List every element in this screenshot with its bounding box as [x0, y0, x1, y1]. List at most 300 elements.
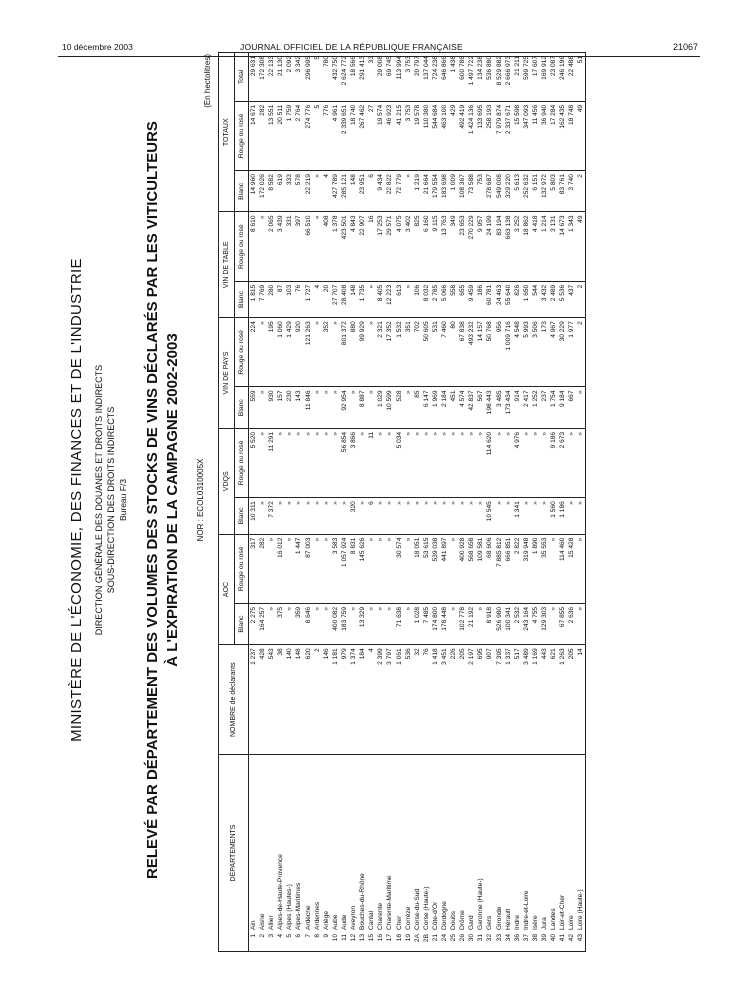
value-cell-decl: 695 [476, 645, 485, 755]
value-cell-vt-b: 1 815 [249, 281, 259, 317]
department-number: 9 [322, 934, 330, 938]
value-cell-vp-r: 1 060 [276, 318, 285, 387]
department-cell [267, 755, 276, 952]
value-cell-aoc-b: » [385, 603, 394, 644]
value-cell-vt-b: 12 223 [385, 281, 394, 317]
department-cell [313, 755, 322, 952]
value-cell-vp-b: 11 846 [304, 387, 313, 428]
value-cell-vp-b: 1 029 [376, 387, 385, 428]
value-cell-aoc-r: 53 615 [422, 534, 431, 603]
value-cell-total: 29 631 [249, 53, 259, 102]
table-row [576, 53, 586, 952]
department-number: 38 [531, 934, 539, 942]
department-number: 8 [313, 934, 321, 938]
value-cell-tot-b: 278 687 [485, 171, 494, 212]
value-cell-vt-r: 408 [322, 212, 331, 281]
value-cell-vp-r: 801 372 [340, 318, 349, 387]
value-cell-vdqs-r: » [431, 428, 440, 497]
value-cell-tot-r: 7 979 874 [495, 101, 504, 170]
department-name: Alpes-de-Haute-Provence [277, 854, 285, 930]
sub-rouge: Rouge ou rosé [235, 318, 249, 387]
table-row [567, 53, 576, 952]
department-name: Gard [468, 915, 476, 930]
value-cell-tot-r: 2 339 651 [340, 101, 349, 170]
value-cell-aoc-b: » [576, 603, 586, 644]
value-cell-vt-b: 106 [413, 281, 422, 317]
department-cell [395, 755, 404, 952]
header-page-number: 21067 [672, 42, 698, 52]
value-cell-vt-b: 28 408 [340, 281, 349, 317]
value-cell-vt-r: 825 [413, 212, 422, 281]
department-cell [449, 755, 458, 952]
department-number: 30 [468, 934, 476, 942]
value-cell-tot-r: 258 193 [485, 101, 494, 170]
value-cell-tot-r: 17 284 [549, 101, 558, 170]
department-number: 5 [286, 934, 294, 938]
value-cell-vt-b: 558 [449, 281, 458, 317]
value-cell-vt-r: 397 [294, 212, 303, 281]
value-cell-tot-r: 544 684 [431, 101, 440, 170]
value-cell-vdqs-b: » [531, 498, 540, 534]
value-cell-decl: 38 [276, 645, 285, 755]
value-cell-vdqs-r: » [495, 428, 504, 497]
value-cell-aoc-r: » [367, 534, 376, 603]
value-cell-decl: 3 489 [522, 645, 531, 755]
value-cell-tot-r: 46 923 [385, 101, 394, 170]
value-cell-vp-r: 1 429 [285, 318, 294, 387]
value-cell-vdqs-b: » [467, 498, 476, 534]
value-cell-vt-r: 4 075 [395, 212, 404, 281]
value-cell-vp-b: 1 754 [549, 387, 558, 428]
bureau-line: Bureau F/3 [118, 478, 128, 522]
value-cell-vt-b: 5 066 [440, 281, 449, 317]
value-cell-aoc-r: 15 428 [567, 534, 576, 603]
value-cell-vt-b: 24 463 [495, 281, 504, 317]
value-cell-tot-b: 1 009 [449, 171, 458, 212]
department-name: Aveyron [350, 905, 358, 930]
value-cell-vdqs-b: » [395, 498, 404, 534]
department-number: 11 [340, 934, 348, 941]
value-cell-vdqs-r: » [294, 428, 303, 497]
value-cell-tot-b: 549 008 [495, 171, 504, 212]
table-row [385, 53, 394, 952]
value-cell-tot-b: 132 972 [540, 171, 549, 212]
value-cell-vt-b: 8 405 [376, 281, 385, 317]
value-cell-vp-b: 2 184 [440, 387, 449, 428]
value-cell-aoc-r: 400 928 [458, 534, 467, 603]
department-number: 10 [331, 934, 339, 942]
department-number: 40 [550, 934, 558, 942]
table-row [294, 53, 303, 952]
value-cell-tot-b: 2 [576, 171, 586, 212]
value-cell-total: 134 238 [476, 53, 485, 102]
department-name: Cher [395, 915, 403, 930]
table-body [249, 53, 586, 952]
value-cell-vp-b: 6 147 [422, 387, 431, 428]
header-nombre-declarants: NOMBRE de déclarants [219, 645, 249, 755]
table-row [276, 53, 285, 952]
value-cell-decl: 907 [485, 645, 494, 755]
value-cell-aoc-b: 21 192 [467, 603, 476, 644]
value-cell-vdqs-b: 320 [349, 498, 358, 534]
value-cell-total: 296 995 [304, 53, 313, 102]
value-cell-vp-b: 173 434 [504, 387, 513, 428]
value-cell-aoc-b: » [549, 603, 558, 644]
department-number: 2A [413, 934, 421, 943]
department-name: Jura [541, 917, 548, 930]
value-cell-vdqs-r: » [376, 428, 385, 497]
sous-direction-line: SOUS-DIRECTION DES DROITS INDIRECTS [106, 406, 116, 594]
value-cell-vt-r: 270 229 [467, 212, 476, 281]
table-row [513, 53, 522, 952]
value-cell-total: 21 130 [276, 53, 285, 102]
value-cell-vdqs-b: » [504, 498, 513, 534]
value-cell-aoc-b: » [376, 603, 385, 644]
value-cell-vt-r: 24 199 [485, 212, 494, 281]
department-number: 42 [568, 934, 576, 942]
value-cell-tot-b: 5 803 [549, 171, 558, 212]
value-cell-vdqs-r: » [276, 428, 285, 497]
value-cell-vt-r: 4 418 [531, 212, 540, 281]
value-cell-aoc-r: 1 447 [294, 534, 303, 603]
value-cell-total: 2 666 973 [504, 53, 513, 102]
value-cell-total: 780 [322, 53, 331, 102]
department-number: 7 [304, 934, 312, 938]
value-cell-aoc-b: » [476, 603, 485, 644]
value-cell-aoc-r: 35 553 [540, 534, 549, 603]
table-row [322, 53, 331, 952]
value-cell-vp-b: » [576, 387, 586, 428]
value-cell-vp-r: 3 506 [531, 318, 540, 387]
value-cell-decl: 205 [567, 645, 576, 755]
value-cell-tot-b: 179 554 [431, 171, 440, 212]
table-row [558, 53, 567, 952]
value-cell-tot-b: 5 613 [513, 171, 522, 212]
table-row [413, 53, 422, 952]
value-cell-aoc-b: 2 275 [249, 603, 259, 644]
value-cell-aoc-b: 8 918 [485, 603, 494, 644]
value-cell-vdqs-b: » [294, 498, 303, 534]
value-cell-decl: 536 [404, 645, 413, 755]
sub-rouge: Rouge ou rosé [235, 212, 249, 281]
value-cell-aoc-r: 68 606 [485, 534, 494, 603]
value-cell-decl: 226 [449, 645, 458, 755]
department-number: 43 [577, 934, 585, 942]
value-cell-vp-r: 7 460 [440, 318, 449, 387]
department-name: Gers [486, 915, 494, 930]
value-cell-tot-b: 427 789 [331, 171, 340, 212]
value-cell-vdqs-b: 10 545 [485, 498, 494, 534]
value-cell-total: 23 087 [549, 53, 558, 102]
value-cell-decl: 205 [458, 645, 467, 755]
value-cell-tot-r: 49 [576, 101, 586, 170]
table-row [422, 53, 431, 952]
value-cell-decl: 543 [267, 645, 276, 755]
value-cell-aoc-r: 1 890 [531, 534, 540, 603]
value-cell-aoc-r: 145 626 [358, 534, 367, 603]
department-number: 26 [459, 934, 467, 942]
value-cell-vdqs-b: 10 311 [249, 498, 259, 534]
value-cell-vt-r: 9 957 [476, 212, 485, 281]
department-name: Aisne [259, 913, 267, 930]
value-cell-decl: 146 [322, 645, 331, 755]
value-cell-decl: 517 [513, 645, 522, 755]
value-cell-aoc-r: 282 [258, 534, 267, 603]
department-cell [467, 755, 476, 952]
table-row [358, 53, 367, 952]
value-cell-vt-b: 1 735 [358, 281, 367, 317]
value-cell-total: 29 008 [376, 53, 385, 102]
value-cell-tot-r: 5 [313, 101, 322, 170]
department-name: Indre [513, 914, 521, 930]
value-cell-vp-r: 14 157 [476, 318, 485, 387]
value-cell-vt-b: 2 [576, 281, 586, 317]
value-cell-vdqs-r: 114 620 [485, 428, 494, 497]
value-cell-vp-r: 351 [404, 318, 413, 387]
value-cell-vdqs-r: 5 520 [249, 428, 259, 497]
value-cell-vdqs-r: » [467, 428, 476, 497]
value-cell-vdqs-r: » [522, 428, 531, 497]
value-cell-total: 2 624 772 [340, 53, 349, 102]
header-departements: DÉPARTEMENTS [219, 755, 249, 952]
table-row [313, 53, 322, 952]
value-cell-decl: 1 418 [431, 645, 440, 755]
department-cell [531, 755, 540, 952]
value-cell-total: 33 [367, 53, 376, 102]
value-cell-vdqs-r: 11 291 [267, 428, 276, 497]
department-number: 12 [350, 934, 358, 942]
value-cell-vdqs-r: » [258, 428, 267, 497]
value-cell-decl: 1 237 [249, 645, 259, 755]
value-cell-tot-b: 3 740 [567, 171, 576, 212]
department-name: Loir-et-Cher [559, 894, 567, 930]
table-row [349, 53, 358, 952]
value-cell-tot-r: 492 419 [458, 101, 467, 170]
value-cell-aoc-r: 3 583 [331, 534, 340, 603]
value-cell-vt-b: 2 785 [431, 281, 440, 317]
value-cell-vdqs-r: » [449, 428, 458, 497]
value-cell-vp-b: » [367, 387, 376, 428]
value-cell-total: 169 912 [540, 53, 549, 102]
value-cell-vp-r: 67 838 [458, 318, 467, 387]
value-cell-tot-r: 110 380 [422, 101, 431, 170]
value-cell-total: 17 607 [531, 53, 540, 102]
value-cell-vdqs-r: 2 673 [558, 428, 567, 497]
value-cell-vt-r: 1 214 [540, 212, 549, 281]
value-cell-decl: 621 [549, 645, 558, 755]
value-cell-vdqs-b: » [449, 498, 458, 534]
value-cell-vt-r: 49 [576, 212, 586, 281]
department-cell [285, 755, 294, 952]
value-cell-vt-r: 66 510 [304, 212, 313, 281]
value-cell-decl: 2 197 [467, 645, 476, 755]
table-row [531, 53, 540, 952]
value-cell-vt-r: 17 253 [376, 212, 385, 281]
value-cell-total: 600 786 [458, 53, 467, 102]
value-cell-vdqs-r: » [476, 428, 485, 497]
value-cell-vt-r: 13 763 [440, 212, 449, 281]
department-number: 3 [268, 934, 276, 938]
value-cell-aoc-r: 87 003 [304, 534, 313, 603]
value-cell-aoc-b: 164 257 [258, 603, 267, 644]
department-name: Ardèche [304, 905, 312, 930]
value-cell-tot-r: 347 093 [522, 101, 531, 170]
value-cell-tot-b: 1 219 [413, 171, 422, 212]
department-cell [567, 755, 576, 952]
value-cell-tot-r: 4 961 [331, 101, 340, 170]
value-cell-vt-r: 18 862 [522, 212, 531, 281]
value-cell-vt-r: 2 065 [267, 212, 276, 281]
department-cell [249, 755, 259, 952]
value-cell-vt-r: 14 673 [558, 212, 567, 281]
value-cell-tot-b: 108 367 [458, 171, 467, 212]
sub-rouge: Rouge ou rosé [235, 534, 249, 603]
value-cell-aoc-r: 319 948 [522, 534, 531, 603]
table-row [267, 53, 276, 952]
value-cell-decl: 3 451 [440, 645, 449, 755]
value-cell-vp-r: 17 352 [385, 318, 394, 387]
value-cell-tot-b: 83 761 [558, 171, 567, 212]
value-cell-tot-b: 183 698 [440, 171, 449, 212]
value-cell-vdqs-r: » [385, 428, 394, 497]
value-cell-vdqs-b: » [522, 498, 531, 534]
value-cell-total: 2 092 [285, 53, 294, 102]
value-cell-aoc-b: » [449, 603, 458, 644]
value-cell-vt-r: » [313, 212, 322, 281]
value-cell-total: 51 [576, 53, 586, 102]
value-cell-vdqs-r: » [567, 428, 576, 497]
value-cell-vt-b: » [404, 281, 413, 317]
value-cell-vdqs-b: » [385, 498, 394, 534]
value-cell-vp-b: » [404, 387, 413, 428]
value-cell-vp-r: 50 605 [422, 318, 431, 387]
value-cell-vdqs-b: 1 560 [549, 498, 558, 534]
department-cell [304, 755, 313, 952]
table-row [504, 53, 513, 952]
department-number: 25 [450, 934, 458, 942]
value-cell-vt-b: 103 [285, 281, 294, 317]
value-cell-vp-r: 531 [431, 318, 440, 387]
value-cell-vdqs-r: » [576, 428, 586, 497]
value-cell-aoc-b: 102 778 [458, 603, 467, 644]
value-cell-vt-b: 544 [531, 281, 540, 317]
value-cell-vdqs-b: » [495, 498, 504, 534]
value-cell-tot-r: 162 435 [558, 101, 567, 170]
value-cell-decl: 1 374 [349, 645, 358, 755]
value-cell-aoc-b: 8 646 [304, 603, 313, 644]
value-cell-aoc-r: » [385, 534, 394, 603]
value-cell-vp-r: 4 967 [549, 318, 558, 387]
value-cell-decl: 979 [340, 645, 349, 755]
table-row [449, 53, 458, 952]
value-cell-aoc-b: » [367, 603, 376, 644]
value-cell-tot-b: 578 [294, 171, 303, 212]
value-cell-vt-r: 4 843 [349, 212, 358, 281]
value-cell-vt-b: 655 [458, 281, 467, 317]
value-cell-aoc-r: » [267, 534, 276, 603]
department-cell [513, 755, 522, 952]
value-cell-vp-r: 80 [449, 318, 458, 387]
department-name: Indre-et-Loire [522, 890, 530, 930]
value-cell-tot-r: 2 337 671 [504, 101, 513, 170]
value-cell-tot-r: 274 776 [304, 101, 313, 170]
value-cell-tot-r: 27 [367, 101, 376, 170]
department-cell [276, 755, 285, 952]
department-number: 32 [486, 934, 494, 942]
value-cell-vp-r: 956 [495, 318, 504, 387]
value-cell-aoc-b: » [313, 603, 322, 644]
department-name: Garonne (Haute-) [477, 878, 485, 930]
value-cell-vp-r: 2 321 [376, 318, 385, 387]
header-group-vin-de-table: VIN DE TABLE [219, 212, 235, 318]
department-cell [322, 755, 331, 952]
department-number: 33 [495, 934, 503, 942]
value-cell-vdqs-r: » [322, 428, 331, 497]
value-cell-total: 1 438 [449, 53, 458, 102]
value-cell-decl: 140 [285, 645, 294, 755]
value-cell-vdqs-b: » [413, 498, 422, 534]
value-cell-tot-b: » [313, 171, 322, 212]
value-cell-vt-r: 29 571 [385, 212, 394, 281]
value-cell-aoc-r: 568 658 [467, 534, 476, 603]
value-cell-decl: 32 [413, 645, 422, 755]
department-name: Bouches-du-Rhône [359, 873, 367, 930]
department-number: 31 [477, 934, 485, 942]
department-number: 24 [440, 934, 448, 942]
value-cell-vp-r: 920 [294, 318, 303, 387]
value-cell-vdqs-b: » [404, 498, 413, 534]
value-cell-vp-b: » [331, 387, 340, 428]
department-name: Allier [268, 915, 276, 930]
department-name: Dordogne [440, 901, 448, 930]
value-cell-vdqs-r: » [504, 428, 513, 497]
value-cell-total: 246 196 [558, 53, 567, 102]
value-cell-vp-b: 559 [249, 387, 259, 428]
value-cell-vdqs-b: » [331, 498, 340, 534]
value-cell-tot-b: 285 121 [340, 171, 349, 212]
value-cell-vt-b: 27 707 [331, 281, 340, 317]
value-cell-vp-b: » [313, 387, 322, 428]
value-cell-vp-b: 914 [513, 387, 522, 428]
value-cell-vp-b: 2 417 [522, 387, 531, 428]
value-cell-vt-b: 60 781 [485, 281, 494, 317]
department-cell [340, 755, 349, 952]
value-cell-vt-b: 7 769 [258, 281, 267, 317]
value-cell-vt-r: 22 907 [358, 212, 367, 281]
value-cell-vp-b: 1 252 [531, 387, 540, 428]
value-cell-vt-b: 20 [322, 281, 331, 317]
value-cell-aoc-b: 13 329 [358, 603, 367, 644]
value-cell-aoc-b: 2 532 [513, 603, 522, 644]
value-cell-tot-r: 19 574 [376, 101, 385, 170]
value-cell-vdqs-r: 56 854 [340, 428, 349, 497]
value-cell-aoc-b: 129 303 [540, 603, 549, 644]
table-row [249, 53, 259, 952]
value-cell-tot-r: 36 940 [540, 101, 549, 170]
value-cell-total: 113 994 [395, 53, 404, 102]
value-cell-aoc-b: 174 800 [431, 603, 440, 644]
value-cell-vdqs-b: » [358, 498, 367, 534]
value-cell-vp-r: 50 768 [485, 318, 494, 387]
value-cell-vdqs-r: » [331, 428, 340, 497]
department-cell [458, 755, 467, 952]
value-cell-aoc-b: 7 485 [422, 603, 431, 644]
value-cell-vt-r: 16 [367, 212, 376, 281]
department-cell [404, 755, 413, 952]
value-cell-vdqs-r: » [440, 428, 449, 497]
value-cell-vt-b: 826 [513, 281, 522, 317]
value-cell-vt-b: 76 [294, 281, 303, 317]
